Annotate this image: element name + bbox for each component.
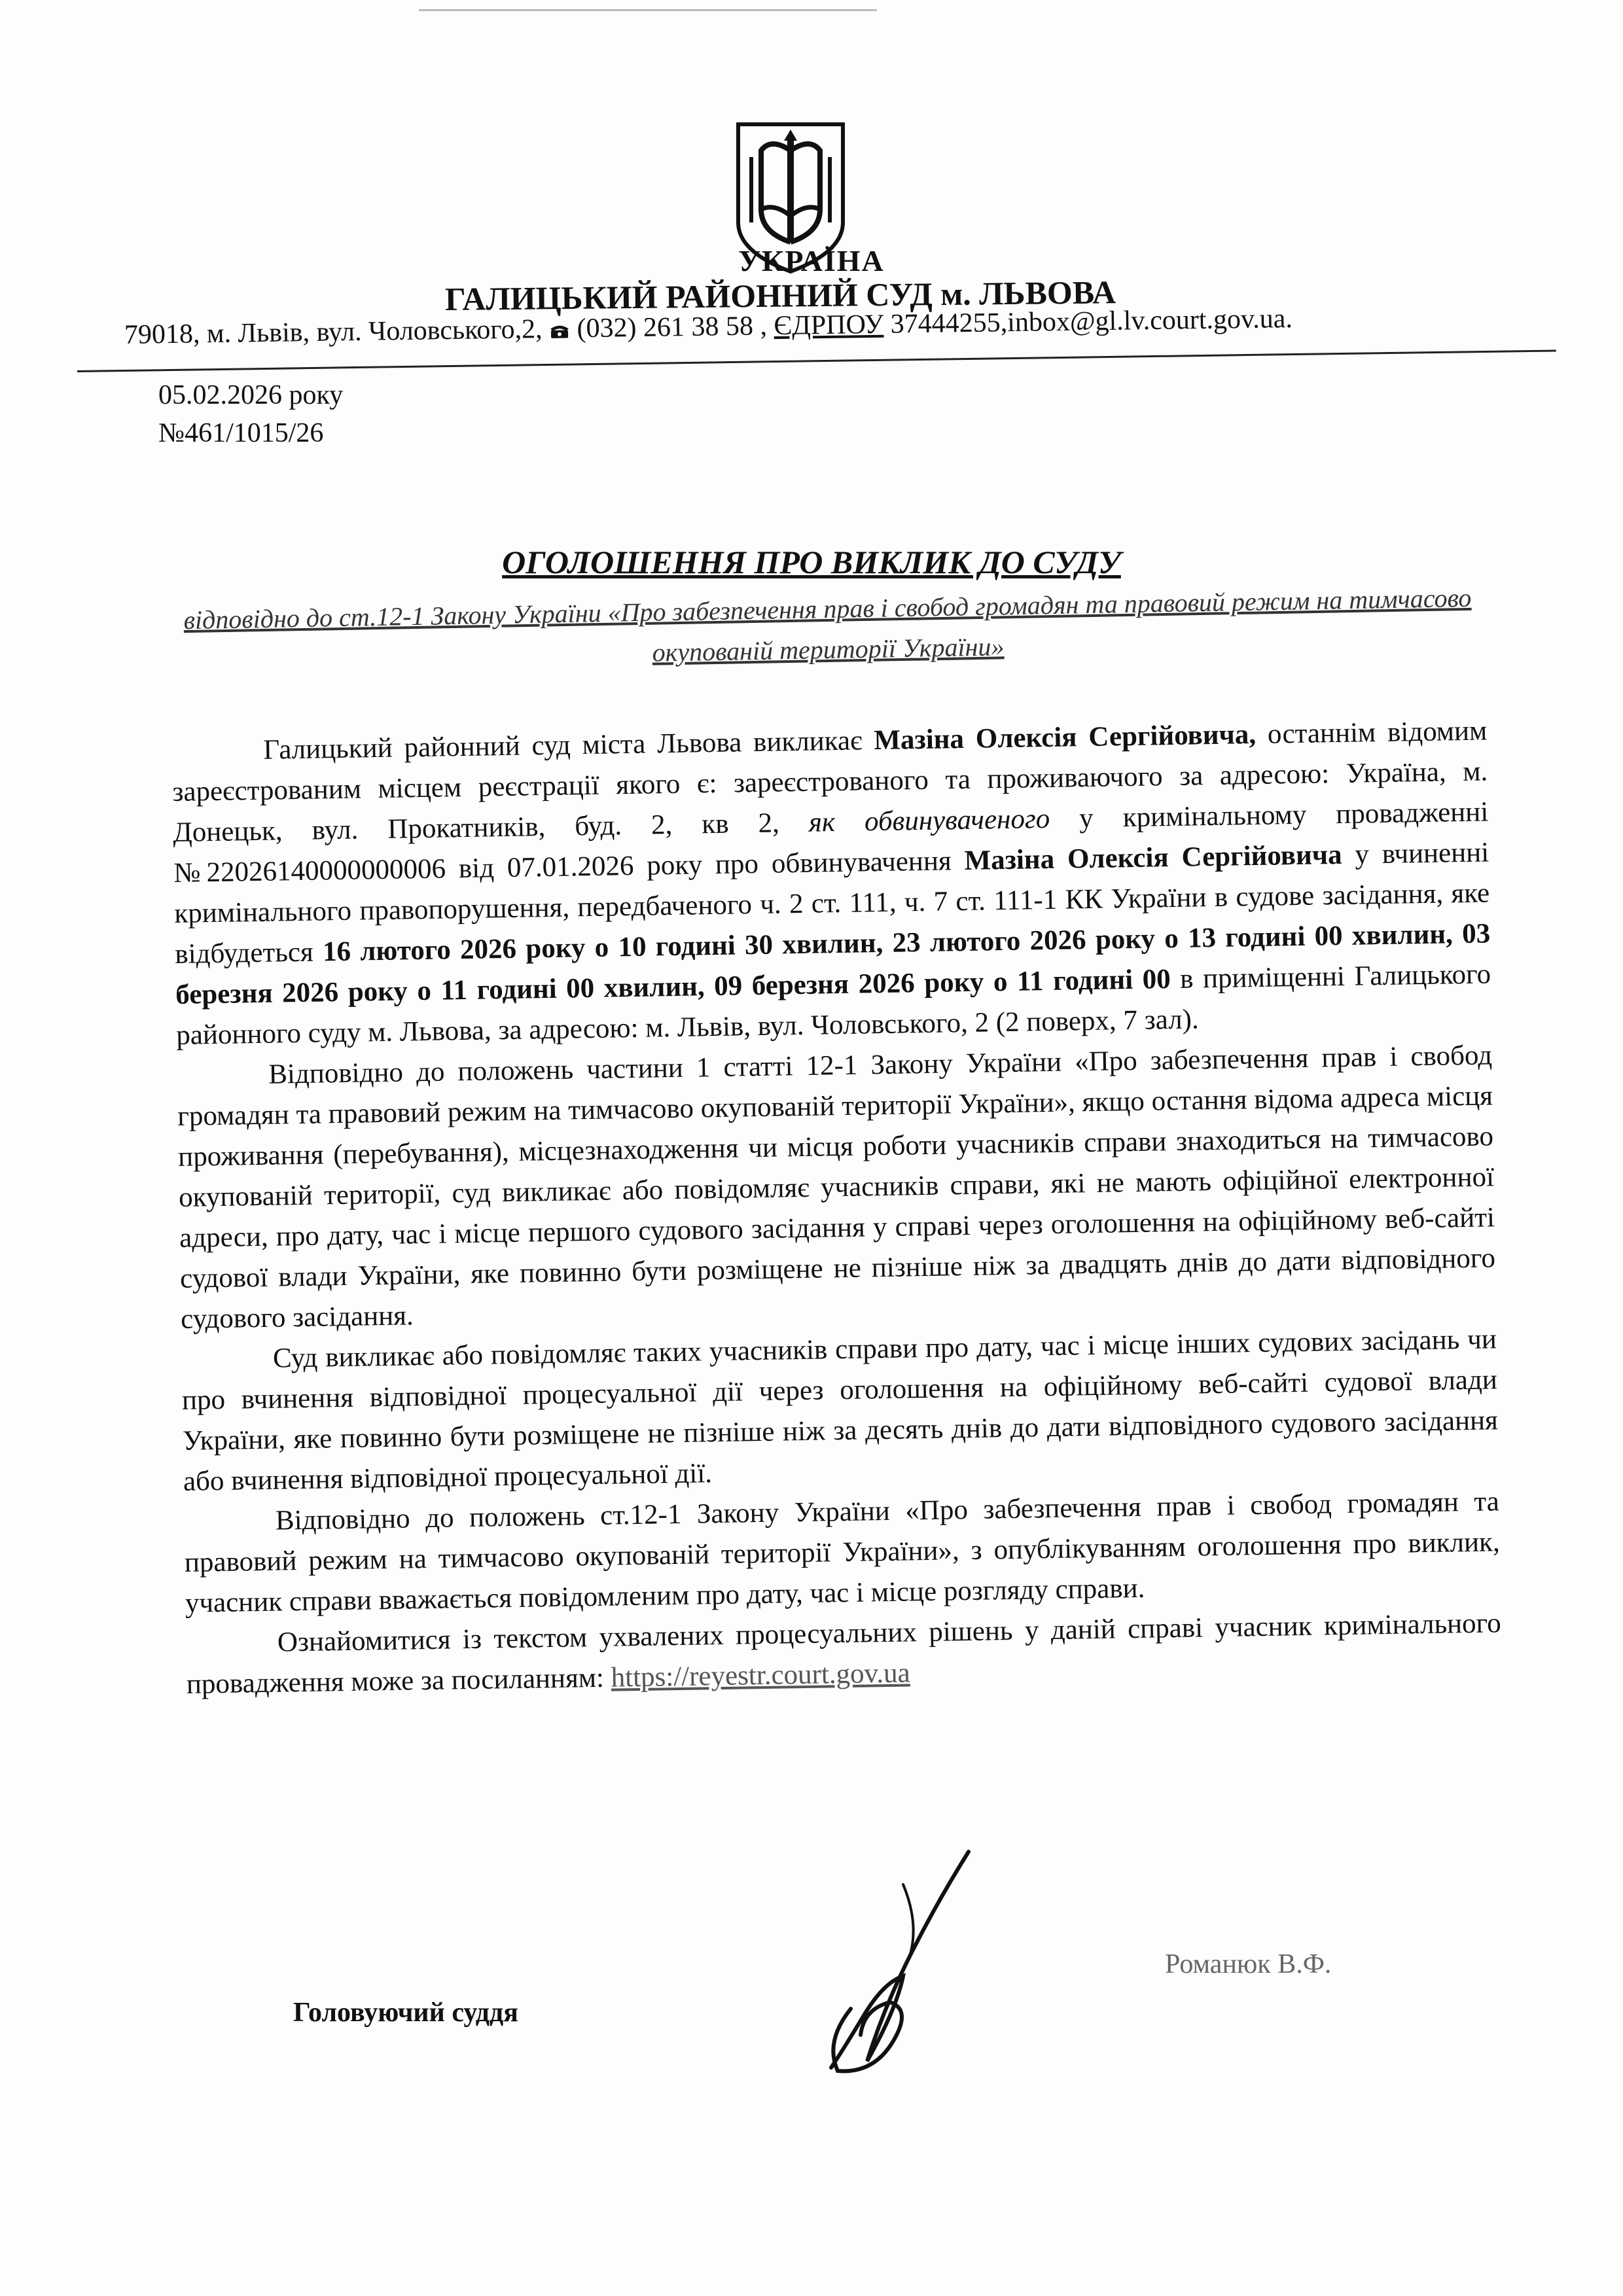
edrpou-label: ЄДРПОУ [774,309,884,342]
phone-icon [549,323,570,340]
scan-artifact-line [419,9,877,11]
court-phone: (032) 261 38 58 , [577,311,768,344]
handwritten-signature [805,1845,1001,2094]
country-name: УКРАЇНА [738,244,885,277]
notice-body [171,711,1502,1704]
defendant-name: Мазіна Олексія Сергійовича, [874,718,1257,756]
edrpou-email: 37444255,inbox@gl.lv.court.gov.ua. [890,304,1293,340]
text-fragment: у кримінальному провадженні №22026140000000006 від 07.01.2026 року про обвинувачення [173,796,1489,889]
paragraph-law-other-hearings: Суд викликає або повідомляє таких учасників справи про дату, час і місце інших судових засідань чи про вчинення відповідної процесуальної дії через оголошення на офіційному веб-сайті судової влади України, яке повинно бути розміщене не пізніше ніж за десять днів до дати відповідного судового засідання або вчинення відповідної процесуальної дії. [181,1324,1499,1497]
hearing-dates: 16 лютого 2026 року о 10 годині 30 хвилин, 23 лютого 2026 року о 13 годині 00 хвилин, 03 березня 2026 року о 11 годині 00 хвилин, 09 березня 2026 року о 11 годині 00 [175,918,1491,1010]
court-address: 79018, м. Львів, вул. Чоловського,2, [124,314,543,350]
text-fragment: Галицький районний суд міста Львова викликає [263,725,874,766]
text-fragment: останнім відомим зареєстрованим місцем реєстрації якого є: зареєстрованого та проживаючого за адресою: Україна, м. Донецьк, вул. Прокатників, буд. 2, кв 2, [172,715,1488,848]
signatory-name: Романюк В.Ф. [1165,1949,1332,1979]
text-fragment: Ознайомитися із текстом ухвалених процесуальних рішень у даній справі учасник кримінального провадження може за посиланням: [186,1608,1502,1700]
header-divider [77,349,1556,372]
document-date: 05.02.2026 року [158,380,344,410]
text-fragment: у вчиненні кримінального правопорушення, передбаченого ч. 2 ст. 111, ч. 7 ст. 111-1 КК України в судове засідання, яке відбудеться [174,837,1490,970]
notice-subtitle: відповідно до ст.12-1 Закону України «Про забезпечення прав і свобод громадян та правовий режим на тимчасово окупованій території України» [183,582,1472,667]
text-fragment: в приміщенні Галицького районного суду м. Львова, за адресою: м. Львів, вул. Чоловського, 2 (2 поверх, 7 зал). [175,959,1491,1051]
registry-link[interactable]: https://reyestr.court.gov.ua [611,1657,910,1693]
text-fragment-italic: як [808,807,836,838]
notice-title: ОГОЛОШЕННЯ ПРО ВИКЛИК ДО СУДУ [502,544,1121,580]
court-name: ГАЛИЦЬКИЙ РАЙОННИЙ СУД м. ЛЬВОВА [444,274,1116,317]
document-number: №461/1015/26 [158,418,324,448]
paragraph-notification: Відповідно до положень ст.12-1 Закону України «Про забезпечення прав і свобод громадян та правовий режим на тимчасово окупованій території України», з опублікуванням оголошення про виклик, учасник справи вважається повідомленим про дату, час і місце розгляду справи. [184,1486,1501,1619]
paragraph-summons [171,711,1492,1056]
signatory-role: Головуючий суддя [293,1998,518,2028]
defendant-name: Мазіна Олексія Сергійовича [964,839,1342,876]
paragraph-law-first-hearing: Відповідно до положень частини 1 статті 12-1 Закону України «Про забезпечення прав і свобод громадян та правовий режим на тимчасово окупованій території України», якщо остання відома адреса місця проживання (перебування), місцезнаходження чи місця роботи учасників справи знаходиться на тимчасово окупованій території, суд викликає або повідомляє учасників справи, які не мають офіційної електронної адреси, про дату, час і місце першого судового засідання у справі через оголошення на офіційному веб-сайті судової влади України, яке повинно бути розміщене не пізніше ніж за двадцять днів до дати відповідного судового засідання. [177,1040,1496,1335]
text-fragment-italic: обвинуваченого [864,803,1050,838]
text-fragment [835,806,865,838]
